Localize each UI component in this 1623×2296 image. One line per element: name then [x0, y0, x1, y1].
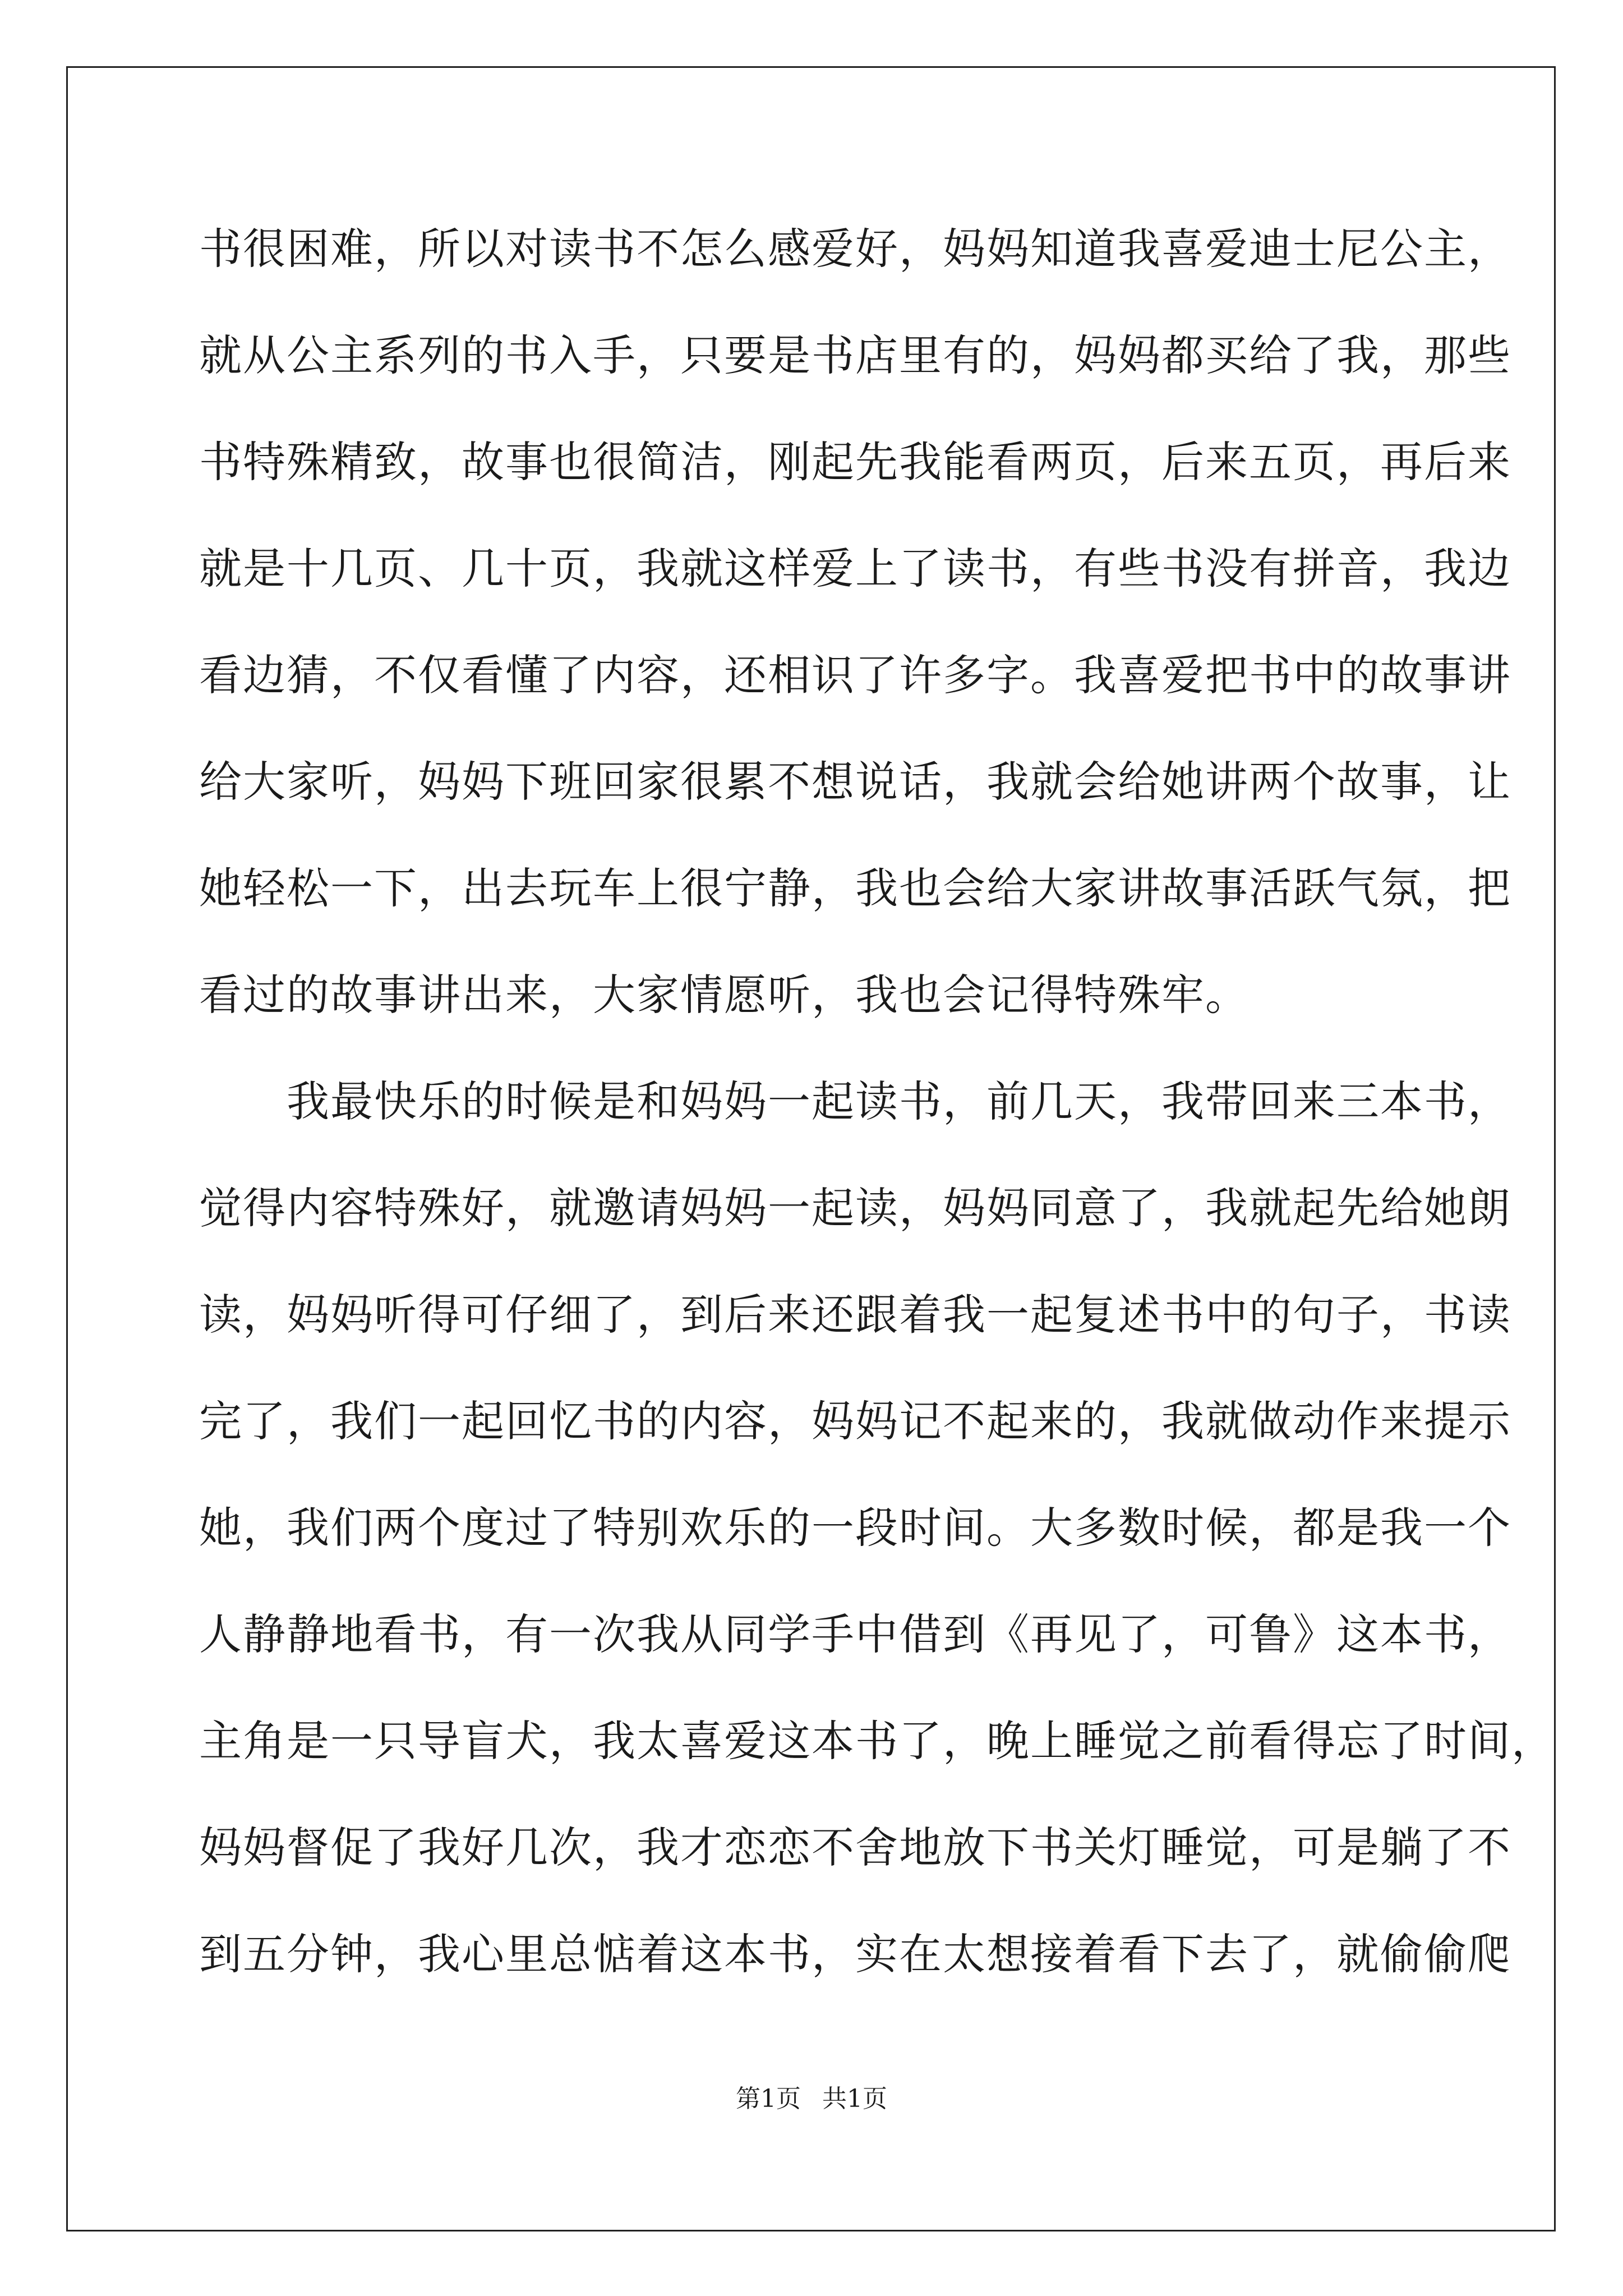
- text-line: 到五分钟，我心里总惦着这本书，实在太想接着看下去了，就偷偷爬: [199, 1929, 1511, 1979]
- text-line: 觉得内容特殊好，就邀请妈妈一起读，妈妈同意了，我就起先给她朗: [199, 1183, 1511, 1233]
- text-line: 读，妈妈听得可仔细了，到后来还跟着我一起复述书中的句子，书读: [199, 1290, 1511, 1340]
- text-line: 主角是一只导盲犬，我太喜爱这本书了，晚上睡觉之前看得忘了时间，: [199, 1716, 1555, 1766]
- text-line: 书很困难，所以对读书不怎么感爱好，妈妈知道我喜爱迪士尼公主，: [199, 224, 1511, 274]
- text-line: 书特殊精致，故事也很简洁，刚起先我能看两页，后来五页，再后来: [199, 437, 1511, 487]
- text-line: 人静静地看书，有一次我从同学手中借到《再见了，可鲁》这本书，: [199, 1609, 1511, 1659]
- page-total: 共1页: [822, 2085, 887, 2113]
- page-number: 第1页: [736, 2085, 801, 2113]
- text-line: 我最快乐的时候是和妈妈一起读书，前几天，我带回来三本书，: [199, 1076, 1511, 1126]
- page-footer: [0, 2082, 1623, 2116]
- text-line: 看过的故事讲出来，大家情愿听，我也会记得特殊牢。: [199, 970, 1249, 1020]
- text-line: 就是十几页、几十页，我就这样爱上了读书，有些书没有拼音，我边: [199, 544, 1511, 593]
- text-line: 妈妈督促了我好几次，我才恋恋不舍地放下书关灯睡觉，可是躺了不: [199, 1823, 1511, 1872]
- text-line: 完了，我们一起回忆书的内容，妈妈记不起来的，我就做动作来提示: [199, 1396, 1511, 1446]
- text-line: 给大家听，妈妈下班回家很累不想说话，我就会给她讲两个故事，让: [199, 757, 1511, 807]
- page-border: [66, 66, 1556, 2231]
- text-line: 就从公主系列的书入手，只要是书店里有的，妈妈都买给了我，那些: [199, 330, 1511, 380]
- text-line: 看边猜，不仅看懂了内容，还相识了许多字。我喜爱把书中的故事讲: [199, 650, 1511, 700]
- text-line: 她轻松一下，出去玩车上很宁静，我也会给大家讲故事活跃气氛，把: [199, 863, 1511, 913]
- text-line: 她，我们两个度过了特别欢乐的一段时间。大多数时候，都是我一个: [199, 1503, 1511, 1553]
